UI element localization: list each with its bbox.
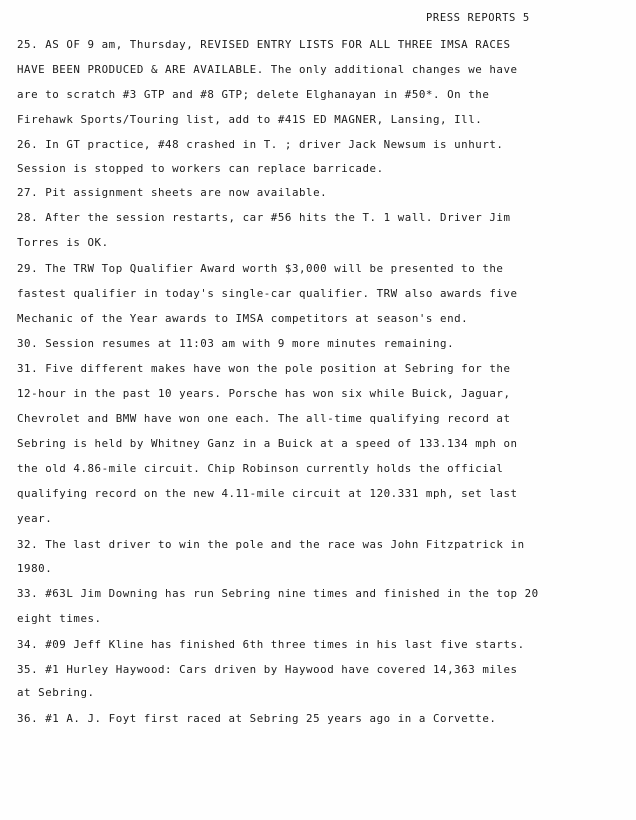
text-line: Firehawk Sports/Touring list, add to #41S ED MAGNER, Lansing, Ill. <box>17 113 483 126</box>
text-line: HAVE BEEN PRODUCED & ARE AVAILABLE. The only additional changes we have <box>17 63 518 76</box>
text-line: Chevrolet and BMW have won one each. The all-time qualifying record at <box>17 412 511 425</box>
text-line: 36. #1 A. J. Foyt first raced at Sebring 25 years ago in a Corvette. <box>17 712 497 725</box>
text-line: year. <box>17 512 53 525</box>
text-line: Sebring is held by Whitney Ganz in a Buick at a speed of 133.134 mph on <box>17 437 518 450</box>
text-line: at Sebring. <box>17 686 95 699</box>
text-line: the old 4.86-mile circuit. Chip Robinson currently holds the official <box>17 462 504 475</box>
text-line: 34. #09 Jeff Kline has finished 6th three times in his last five starts. <box>17 638 525 651</box>
text-line: 25. AS OF 9 am, Thursday, REVISED ENTRY LISTS FOR ALL THREE IMSA RACES <box>17 38 511 51</box>
text-line: are to scratch #3 GTP and #8 GTP; delete Elghanayan in #50*. On the <box>17 88 490 101</box>
text-line: 33. #63L Jim Downing has run Sebring nine times and finished in the top 20 <box>17 587 539 600</box>
text-line: 28. After the session restarts, car #56 hits the T. 1 wall. Driver Jim <box>17 211 511 224</box>
text-line: Mechanic of the Year awards to IMSA competitors at season's end. <box>17 312 469 325</box>
text-line: fastest qualifier in today's single-car qualifier. TRW also awards five <box>17 287 518 300</box>
text-line: qualifying record on the new 4.11-mile circuit at 120.331 mph, set last <box>17 487 518 500</box>
text-line: 31. Five different makes have won the pole position at Sebring for the <box>17 362 511 375</box>
text-line: 30. Session resumes at 11:03 am with 9 more minutes remaining. <box>17 337 455 350</box>
text-line: 29. The TRW Top Qualifier Award worth $3,000 will be presented to the <box>17 262 504 275</box>
text-line: eight times. <box>17 612 102 625</box>
text-line: Torres is OK. <box>17 236 109 249</box>
text-line: 27. Pit assignment sheets are now available. <box>17 186 328 199</box>
text-line: 32. The last driver to win the pole and the race was John Fitzpatrick in <box>17 538 525 551</box>
text-line: 1980. <box>17 562 53 575</box>
text-line: Session is stopped to workers can replace barricade. <box>17 162 384 175</box>
text-line: 26. In GT practice, #48 crashed in T. ; driver Jack Newsum is unhurt. <box>17 138 504 151</box>
text-line: 35. #1 Hurley Haywood: Cars driven by Haywood have covered 14,363 miles <box>17 663 518 676</box>
text-line: 12-hour in the past 10 years. Porsche has won six while Buick, Jaguar, <box>17 387 511 400</box>
page-header: PRESS REPORTS 5 <box>426 12 530 24</box>
